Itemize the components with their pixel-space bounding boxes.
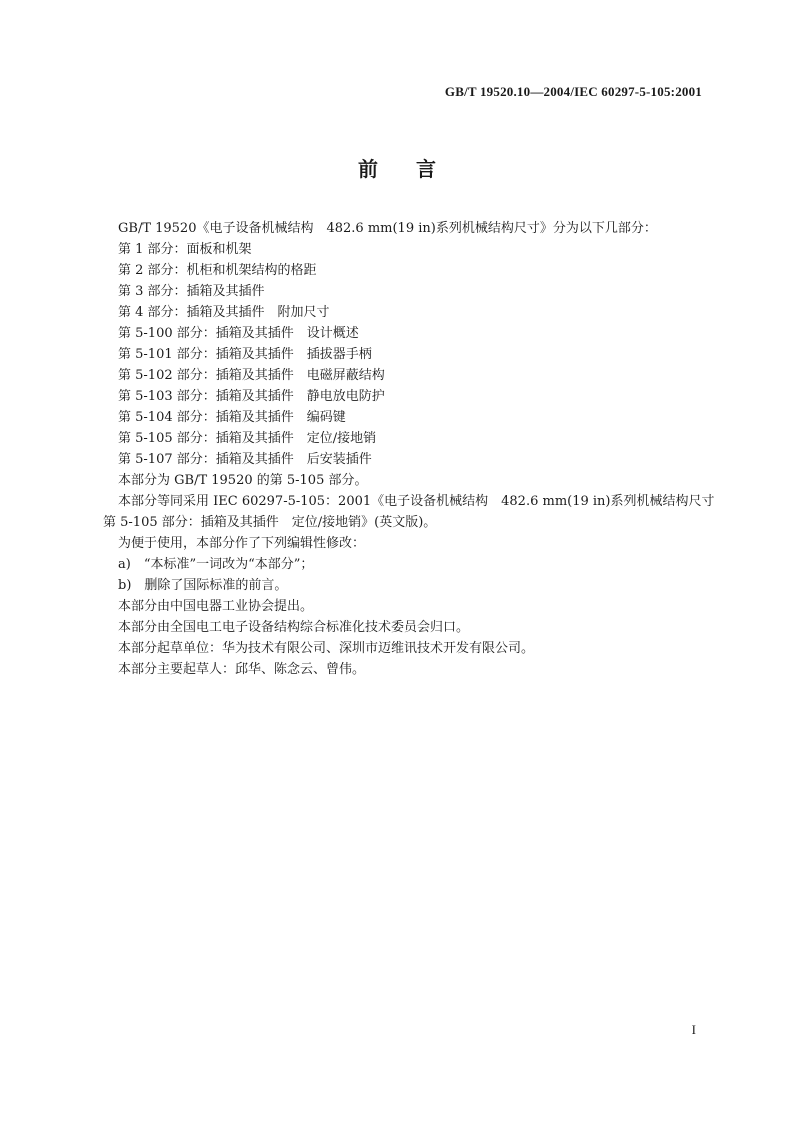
- page-number: I: [691, 1022, 696, 1037]
- paragraph: 本部分主要起草人：邱华、陈念云、曾伟。: [118, 662, 366, 677]
- part-list-item: 第 5-102 部分：插箱及其插件 电磁屏蔽结构: [118, 368, 385, 383]
- paragraph: 本部分由中国电器工业协会提出。: [118, 599, 314, 614]
- foreword-body: [103, 218, 715, 680]
- part-list-item: 第 5-107 部分：插箱及其插件 后安装插件: [118, 452, 372, 467]
- part-list-item: 第 4 部分：插箱及其插件 附加尺寸: [118, 305, 330, 320]
- paragraph-adoption-continued: 第 5-105 部分：插箱及其插件 定位/接地销》(英文版)。: [103, 515, 437, 530]
- paragraph: 本部分由全国电工电子设备结构综合标准化技术委员会归口。: [118, 620, 470, 635]
- paragraph-intro: GB/T 19520《电子设备机械结构 482.6 mm(19 in)系列机械结构尺寸》分为以下几部分：: [118, 221, 657, 236]
- part-list-item: 第 5-104 部分：插箱及其插件 编码键: [118, 410, 346, 425]
- standard-code-header: GB/T 19520.10—2004/IEC 60297-5-105:2001: [444, 84, 702, 99]
- paragraph-adoption: 本部分等同采用 IEC 60297-5-105：2001《电子设备机械结构 482.6 mm(19 in)系列机械结构尺寸: [118, 494, 715, 509]
- part-list-item: 第 3 部分：插箱及其插件: [118, 284, 265, 299]
- part-list-item: 第 5-105 部分：插箱及其插件 定位/接地销: [118, 431, 377, 446]
- part-list-item: 第 1 部分：面板和机架: [118, 242, 252, 257]
- modification-item: a) “本标准”一词改为“本部分”；: [118, 557, 314, 572]
- paragraph: 为便于使用，本部分作了下列编辑性修改：: [118, 536, 366, 551]
- part-list-item: 第 5-100 部分：插箱及其插件 设计概述: [118, 326, 359, 341]
- part-list-item: 第 2 部分：机柜和机架结构的格距: [118, 263, 317, 278]
- part-list-item: 第 5-101 部分：插箱及其插件 插拔器手柄: [118, 347, 372, 362]
- part-list-item: 第 5-103 部分：插箱及其插件 静电放电防护: [118, 389, 385, 404]
- paragraph: 本部分起草单位：华为技术有限公司、深圳市迈维讯技术开发有限公司。: [118, 641, 535, 656]
- modification-item: b) 删除了国际标准的前言。: [118, 578, 288, 593]
- paragraph: 本部分为 GB/T 19520 的第 5-105 部分。: [118, 473, 368, 488]
- page-title: 前言: [358, 157, 474, 181]
